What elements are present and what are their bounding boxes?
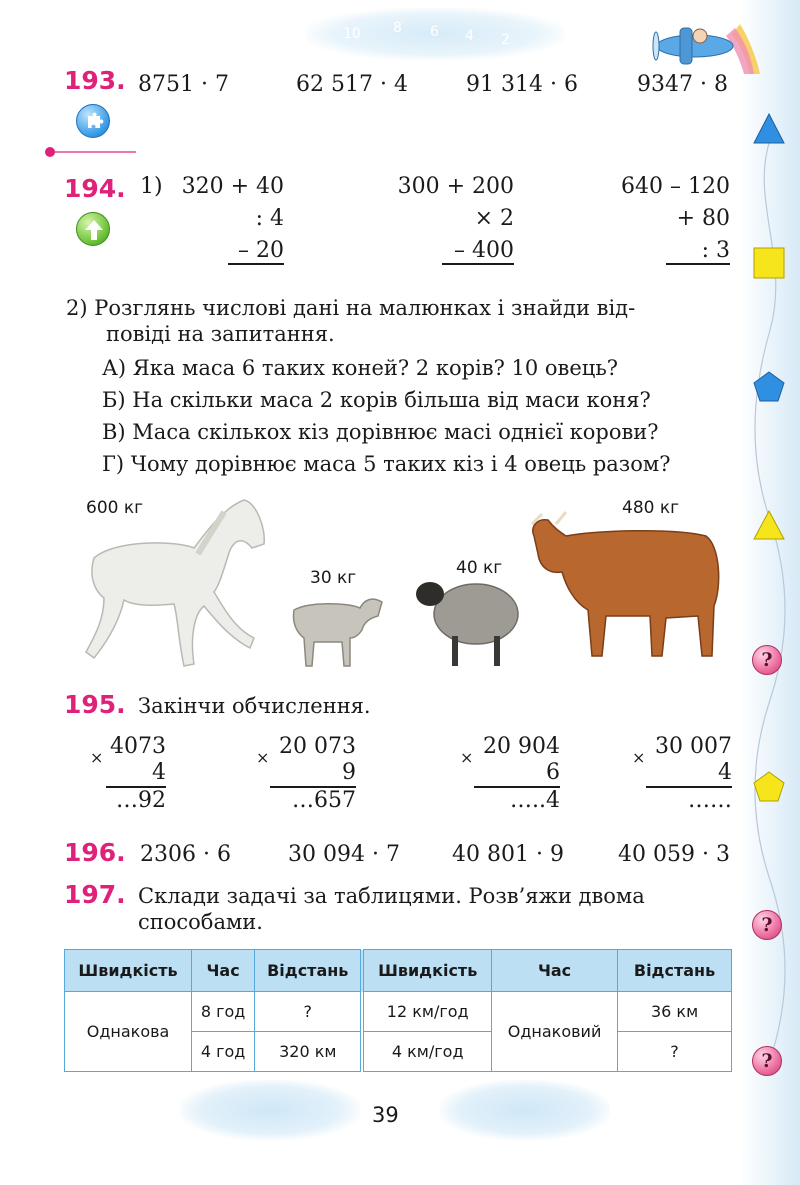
cloud-digit: 10: [343, 26, 361, 42]
exercise-number: 193.: [64, 66, 126, 95]
multiply-sign: ×: [256, 748, 270, 767]
question-line: Г) Чому дорівнює маса 5 таких кіз і 4 овець разом?: [102, 452, 671, 476]
expr-line: : 4: [255, 206, 284, 231]
multiply-sign: ×: [90, 748, 104, 767]
task-text: 2) Розглянь числові дані на малюнках і знайди від-: [66, 296, 636, 320]
task-text: способами.: [138, 910, 263, 934]
table-header: Час: [192, 950, 255, 992]
table-header-row: [65, 950, 732, 992]
horse-mass-label: 600 кг: [86, 498, 144, 518]
part-label: 1): [140, 174, 163, 199]
table-cell: 36 км: [618, 992, 732, 1032]
partial-result: …..4: [510, 788, 560, 813]
expr-line: : 3: [666, 238, 730, 265]
column-multiplication: [646, 734, 732, 814]
ex193-item: 8751 · 7: [138, 72, 229, 97]
cloud-digit: 6: [430, 24, 439, 40]
table-cell: 8 год: [192, 992, 255, 1032]
expr-line: 320 + 40: [181, 174, 284, 199]
top-cloud: [305, 8, 565, 60]
question-line: А) Яка маса 6 таких коней? 2 корів? 10 овець?: [102, 356, 619, 380]
ex196-item: 2306 · 6: [140, 842, 231, 867]
goat-image: [288, 586, 388, 670]
expr-line: – 20: [228, 238, 284, 265]
multiplicand: 4073: [110, 734, 166, 759]
horse-image: [74, 488, 270, 672]
ex193-item: 62 517 · 4: [296, 72, 408, 97]
triangle-icon: [752, 112, 786, 146]
airplane-icon: [640, 14, 760, 74]
table-cell: Однакова: [65, 992, 192, 1072]
multiplier: 6: [474, 760, 560, 788]
goat-mass-label: 30 кг: [310, 568, 357, 588]
table-row: [65, 992, 732, 1032]
table-cell: 4 год: [192, 1032, 255, 1072]
table-header: Час: [492, 950, 618, 992]
multiplicand: 20 073: [279, 734, 356, 759]
ex193-item: 9347 · 8: [637, 72, 728, 97]
table-header: Швидкість: [65, 950, 192, 992]
multiply-sign: ×: [460, 748, 474, 767]
expr-line: 300 + 200: [397, 174, 514, 199]
table-cell: Однаковий: [492, 992, 618, 1072]
table-cell: ?: [255, 992, 363, 1032]
task-text: повіді на запитання.: [106, 322, 335, 346]
ex193-item: 91 314 · 6: [466, 72, 578, 97]
footer-cloud: [440, 1080, 610, 1140]
page-number: 39: [372, 1103, 399, 1127]
ex196-item: 30 094 · 7: [288, 842, 400, 867]
question-icon: ?: [752, 910, 782, 940]
square-icon: [752, 246, 786, 280]
column-multiplication: [474, 734, 560, 814]
partial-result: …657: [292, 788, 356, 813]
puzzle-icon: [76, 104, 110, 138]
cloud-digit: 2: [501, 32, 510, 48]
partial-result: ……: [688, 788, 732, 813]
question-line: Б) На скільки маса 2 корів більша від маси коня?: [102, 388, 651, 412]
expr-line: + 80: [676, 206, 730, 231]
table-cell: 4 км/год: [362, 1032, 491, 1072]
multiplier: 4: [646, 760, 732, 788]
question-icon: ?: [752, 1046, 782, 1076]
pentagon-icon: [752, 370, 786, 404]
table-cell: 320 км: [255, 1032, 363, 1072]
table-cell: ?: [618, 1032, 732, 1072]
ex196-item: 40 059 · 3: [618, 842, 730, 867]
speed-table: [64, 949, 732, 1072]
multiplicand: 30 007: [655, 734, 732, 759]
cow-mass-label: 480 кг: [622, 498, 680, 518]
column-multiplication: [270, 734, 356, 814]
expr-line: – 400: [442, 238, 514, 265]
partial-result: …92: [116, 788, 166, 813]
exercise-number: 195.: [64, 690, 126, 719]
sheep-image: [412, 570, 522, 670]
task-text: Склади задачі за таблицями. Розв’яжи двома: [138, 884, 645, 908]
task-text: Закінчи обчислення.: [138, 694, 371, 718]
arrow-up-icon: [76, 212, 110, 246]
multiply-sign: ×: [632, 748, 646, 767]
expr-line: 640 – 120: [621, 174, 730, 199]
table-header: Швидкість: [362, 950, 491, 992]
exercise-number: 196.: [64, 838, 126, 867]
column-multiplication: [106, 734, 166, 814]
side-strip: [740, 0, 800, 1185]
expr-line: × 2: [474, 206, 514, 231]
strip-curve: [740, 0, 800, 1185]
question-line: В) Маса скількох кіз дорівнює масі однієї корови?: [102, 420, 659, 444]
table-header: Відстань: [255, 950, 363, 992]
cloud-digit: 4: [465, 28, 474, 44]
table-cell: 12 км/год: [362, 992, 491, 1032]
table-header: Відстань: [618, 950, 732, 992]
exercise-number: 197.: [64, 880, 126, 909]
footer-cloud: [180, 1080, 360, 1140]
exercise-number: 194.: [64, 174, 126, 203]
sheep-mass-label: 40 кг: [456, 558, 503, 578]
pentagon-icon: [752, 770, 786, 804]
question-icon: ?: [752, 645, 782, 675]
divider-line: [44, 146, 136, 158]
cloud-digit: 8: [393, 20, 402, 36]
cow-image: [526, 506, 722, 664]
ex196-item: 40 801 · 9: [452, 842, 564, 867]
multiplicand: 20 904: [483, 734, 560, 759]
triangle-icon: [752, 508, 786, 542]
multiplier: 4: [106, 760, 166, 788]
multiplier: 9: [270, 760, 356, 788]
